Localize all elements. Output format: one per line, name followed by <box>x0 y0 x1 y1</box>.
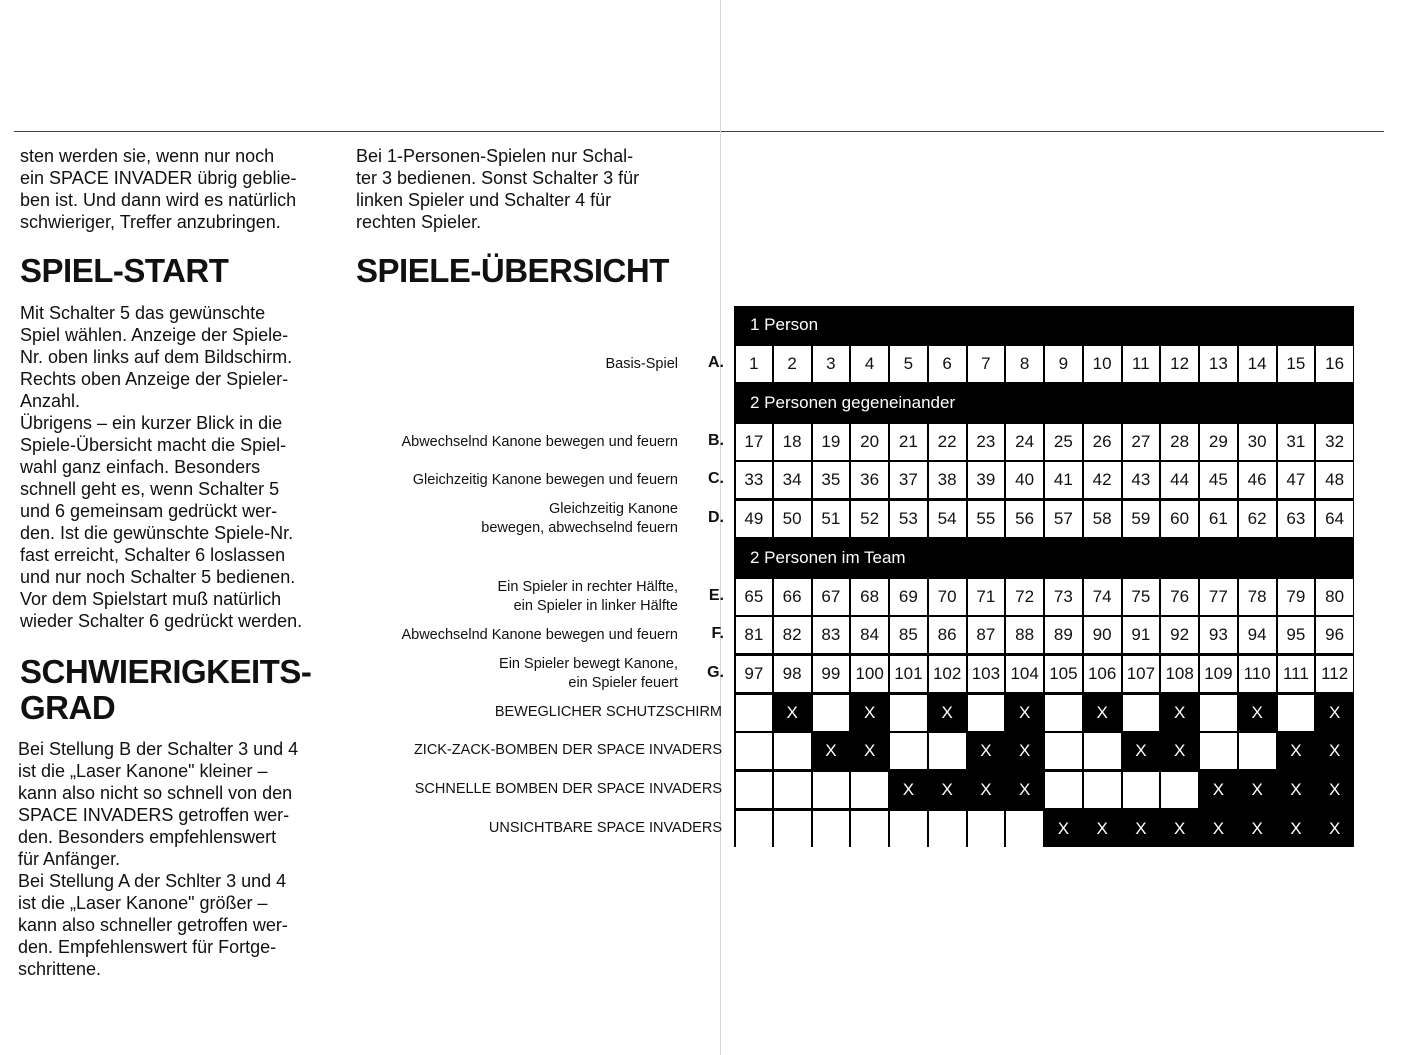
game-number-cell: 9 <box>1045 346 1082 382</box>
game-number-cell: 5 <box>890 346 927 382</box>
game-number-cell: 55 <box>968 501 1005 537</box>
game-number-cell: 85 <box>890 617 927 653</box>
game-number-cell: 49 <box>736 501 772 537</box>
game-number-cell: 83 <box>813 617 850 653</box>
game-number-cell: 10 <box>1084 346 1121 382</box>
game-number-cell: 45 <box>1200 462 1237 498</box>
game-number-cell: 47 <box>1278 462 1315 498</box>
feature-empty-cell <box>851 811 888 847</box>
game-number-cell: 42 <box>1084 462 1121 498</box>
game-number-cell: 59 <box>1123 501 1160 537</box>
feature-mark-cell: X <box>1084 811 1121 847</box>
feature-empty-cell <box>813 811 850 847</box>
game-number-cell: 11 <box>1123 346 1160 382</box>
feature-empty-cell <box>968 811 1005 847</box>
game-number-cell: 40 <box>1006 462 1043 498</box>
row-letter: B. <box>708 432 724 449</box>
feature-mark-cell: X <box>1006 733 1043 769</box>
game-number-cell: 33 <box>736 462 772 498</box>
feature-mark-cell: X <box>968 772 1005 808</box>
feature-empty-cell <box>1278 695 1315 731</box>
feature-empty-cell <box>774 772 811 808</box>
game-number-cell: 26 <box>1084 424 1121 460</box>
row-label-a: Basis-Spiel <box>605 355 678 372</box>
game-number-cell: 99 <box>813 656 850 692</box>
feature-mark-cell: X <box>1239 695 1276 731</box>
game-number-cell: 62 <box>1239 501 1276 537</box>
game-number-cell: 74 <box>1084 579 1121 615</box>
feature-mark-cell: X <box>1161 695 1198 731</box>
game-number-cell: 58 <box>1084 501 1121 537</box>
feature-mark-cell: X <box>1084 695 1121 731</box>
feature-label: SCHNELLE BOMBEN DER SPACE INVADERS <box>414 781 722 797</box>
spiel-start-paragraph: Mit Schalter 5 das gewünschte Spiel wählen. Anzeige der Spiele- Nr. oben links auf dem Bildschirm. Rechts oben Anzeige der Spieler- Anzahl. Übrigens – ein kurzer Blick in die Spiele-Übersicht macht die Spiel- wahl ganz einfach. Besonders schnell geht es, wenn Schalter 5 und 6 gemeinsam gedrückt wer- den. Ist die gewünschte Spiele-Nr. fast erreicht, Schalter 6 loslassen und nur noch Schalter 5 bedienen. Vor dem Spielstart muß natürlich wieder Schalter 6 gedrückt werden. <box>20 303 303 631</box>
game-number-cell: 20 <box>851 424 888 460</box>
game-overview-table <box>734 306 1354 847</box>
feature-mark-cell: X <box>1006 772 1043 808</box>
section-one-person: 1 Person <box>750 315 819 334</box>
feature-empty-cell <box>890 811 927 847</box>
game-number-cell: 108 <box>1161 656 1198 692</box>
game-number-cell: 101 <box>890 656 927 692</box>
feature-empty-cell <box>1006 811 1043 847</box>
game-number-cell: 32 <box>1316 424 1353 460</box>
feature-empty-cell <box>1045 772 1082 808</box>
game-number-cell: 3 <box>813 346 850 382</box>
game-number-cell: 56 <box>1006 501 1043 537</box>
game-number-cell: 19 <box>813 424 850 460</box>
game-number-cell: 104 <box>1006 656 1043 692</box>
game-number-cell: 111 <box>1278 656 1315 692</box>
game-number-cell: 94 <box>1239 617 1276 653</box>
feature-mark-cell: X <box>851 695 888 731</box>
feature-label: BEWEGLICHER SCHUTZSCHIRM <box>494 704 722 720</box>
feature-mark-cell: X <box>968 733 1005 769</box>
game-number-cell: 109 <box>1200 656 1237 692</box>
feature-mark-cell: X <box>1316 811 1353 847</box>
feature-empty-cell <box>736 695 772 731</box>
feature-mark-cell: X <box>1278 772 1315 808</box>
feature-empty-cell <box>1123 695 1160 731</box>
feature-mark-cell: X <box>1316 772 1353 808</box>
game-number-cell: 68 <box>851 579 888 615</box>
feature-mark-cell: X <box>851 733 888 769</box>
game-number-cell: 89 <box>1045 617 1082 653</box>
game-number-cell: 57 <box>1045 501 1082 537</box>
row-letter: D. <box>708 509 724 526</box>
page-fold <box>720 0 721 1055</box>
feature-mark-cell: X <box>774 695 811 731</box>
game-number-cell: 46 <box>1239 462 1276 498</box>
game-number-cell: 41 <box>1045 462 1082 498</box>
game-number-cell: 37 <box>890 462 927 498</box>
game-number-cell: 2 <box>774 346 811 382</box>
game-number-cell: 107 <box>1123 656 1160 692</box>
feature-empty-cell <box>736 811 772 847</box>
game-number-cell: 106 <box>1084 656 1121 692</box>
feature-label: UNSICHTBARE SPACE INVADERS <box>488 820 722 836</box>
game-number-cell: 87 <box>968 617 1005 653</box>
row-letter: G. <box>707 664 724 681</box>
game-number-cell: 78 <box>1239 579 1276 615</box>
game-number-cell: 64 <box>1316 501 1353 537</box>
game-number-cell: 97 <box>736 656 772 692</box>
game-number-cell: 112 <box>1316 656 1353 692</box>
feature-mark-cell: X <box>813 733 850 769</box>
feature-mark-cell: X <box>1200 811 1237 847</box>
feature-empty-cell <box>1161 772 1198 808</box>
game-number-cell: 34 <box>774 462 811 498</box>
feature-empty-cell <box>1239 733 1276 769</box>
schwierigkeitsgrad-paragraph: Bei Stellung B der Schalter 3 und 4 ist die „Laser Kanone" kleiner – kann also nicht so schnell von den SPACE INVADERS getroffen wer- den. Besonders empfehlenswert für Anfänger. Bei Stellung A der Schlter 3 und 4 ist die „Laser Kanone" größer – kann also schneller getroffen wer- den. Empfehlenswert für Fortge- schrittene. <box>18 739 299 979</box>
feature-empty-cell <box>774 811 811 847</box>
game-number-cell: 81 <box>736 617 772 653</box>
game-number-cell: 80 <box>1316 579 1353 615</box>
game-number-cell: 60 <box>1161 501 1198 537</box>
feature-mark-cell: X <box>1161 733 1198 769</box>
game-number-cell: 70 <box>929 579 966 615</box>
section-two-person-team: 2 Personen im Team <box>750 547 906 567</box>
feature-empty-cell <box>851 772 888 808</box>
game-number-cell: 22 <box>929 424 966 460</box>
game-number-cell: 12 <box>1161 346 1198 382</box>
game-number-cell: 16 <box>1316 346 1353 382</box>
game-number-cell: 75 <box>1123 579 1160 615</box>
feature-empty-cell <box>890 695 927 731</box>
game-number-cell: 23 <box>968 424 1005 460</box>
feature-mark-cell: X <box>1316 695 1353 731</box>
game-number-cell: 38 <box>929 462 966 498</box>
row-letter: E. <box>708 587 724 604</box>
feature-empty-cell <box>736 772 772 808</box>
row-label-f: Abwechselnd Kanone bewegen und feuern <box>401 626 678 643</box>
feature-empty-cell <box>1045 695 1082 731</box>
game-number-cell: 43 <box>1123 462 1160 498</box>
feature-empty-cell <box>1200 695 1237 731</box>
row-label-g: Ein Spieler bewegt Kanone, ein Spieler feuert <box>499 656 678 691</box>
feature-empty-cell <box>1084 772 1121 808</box>
game-number-cell: 25 <box>1045 424 1082 460</box>
feature-empty-cell <box>929 733 966 769</box>
feature-mark-cell: X <box>1123 811 1160 847</box>
game-number-cell: 92 <box>1161 617 1198 653</box>
game-number-cell: 69 <box>890 579 927 615</box>
feature-label: ZICK-ZACK-BOMBEN DER SPACE INVADERS <box>413 742 722 758</box>
game-number-cell: 35 <box>813 462 850 498</box>
feature-mark-cell: X <box>1200 772 1237 808</box>
game-number-cell: 66 <box>774 579 811 615</box>
game-number-cell: 103 <box>968 656 1005 692</box>
game-number-cell: 82 <box>774 617 811 653</box>
feature-mark-cell: X <box>1161 811 1198 847</box>
game-number-cell: 4 <box>851 346 888 382</box>
feature-empty-cell <box>929 811 966 847</box>
game-number-cell: 15 <box>1278 346 1315 382</box>
game-number-cell: 54 <box>929 501 966 537</box>
feature-mark-cell: X <box>1278 733 1315 769</box>
game-number-cell: 71 <box>968 579 1005 615</box>
feature-mark-cell: X <box>1006 695 1043 731</box>
game-number-cell: 72 <box>1006 579 1043 615</box>
game-number-cell: 7 <box>968 346 1005 382</box>
game-number-cell: 36 <box>851 462 888 498</box>
row-label-d: Gleichzeitig Kanone bewegen, abwechselnd feuern <box>481 501 678 536</box>
intro-paragraph-left: sten werden sie, wenn nur noch ein SPACE INVADER übrig geblie- ben ist. Und dann wird es natürlich schwieriger, Treffer anzubringen. <box>20 146 297 232</box>
feature-empty-cell <box>890 733 927 769</box>
row-letter: F. <box>711 625 724 642</box>
row-label-b: Abwechselnd Kanone bewegen und feuern <box>401 433 678 450</box>
feature-empty-cell <box>968 695 1005 731</box>
game-number-cell: 29 <box>1200 424 1237 460</box>
game-number-cell: 17 <box>736 424 772 460</box>
game-number-cell: 44 <box>1161 462 1198 498</box>
feature-empty-cell <box>774 733 811 769</box>
intro-paragraph-middle: Bei 1-Personen-Spielen nur Schal- ter 3 bedienen. Sonst Schalter 3 für linken Spieler und Schalter 4 für rechten Spieler. <box>356 146 640 232</box>
schwierigkeitsgrad-heading: SCHWIERIGKEITS- GRAD <box>20 653 312 726</box>
feature-mark-cell: X <box>1239 772 1276 808</box>
game-number-cell: 14 <box>1239 346 1276 382</box>
game-number-cell: 91 <box>1123 617 1160 653</box>
game-number-cell: 61 <box>1200 501 1237 537</box>
game-number-cell: 51 <box>813 501 850 537</box>
section-two-person-versus: 2 Personen gegeneinander <box>750 392 956 412</box>
game-number-cell: 79 <box>1278 579 1315 615</box>
game-number-cell: 18 <box>774 424 811 460</box>
feature-empty-cell <box>1084 733 1121 769</box>
game-number-cell: 86 <box>929 617 966 653</box>
game-number-cell: 63 <box>1278 501 1315 537</box>
game-number-cell: 8 <box>1006 346 1043 382</box>
game-number-cell: 90 <box>1084 617 1121 653</box>
game-number-cell: 95 <box>1278 617 1315 653</box>
row-letter: C. <box>708 470 724 487</box>
game-number-cell: 102 <box>929 656 966 692</box>
game-number-cell: 98 <box>774 656 811 692</box>
game-number-cell: 39 <box>968 462 1005 498</box>
feature-empty-cell <box>813 695 850 731</box>
game-number-cell: 30 <box>1239 424 1276 460</box>
game-number-cell: 110 <box>1239 656 1276 692</box>
game-number-cell: 27 <box>1123 424 1160 460</box>
game-number-cell: 50 <box>774 501 811 537</box>
feature-empty-cell <box>1045 733 1082 769</box>
feature-mark-cell: X <box>890 772 927 808</box>
feature-mark-cell: X <box>1239 811 1276 847</box>
spiel-start-heading: SPIEL-START <box>20 252 229 289</box>
game-number-cell: 100 <box>851 656 888 692</box>
game-number-cell: 88 <box>1006 617 1043 653</box>
game-number-cell: 65 <box>736 579 772 615</box>
game-number-cell: 52 <box>851 501 888 537</box>
row-label-e: Ein Spieler in rechter Hälfte, ein Spieler in linker Hälfte <box>497 579 678 614</box>
game-number-cell: 53 <box>890 501 927 537</box>
top-rule <box>14 131 1384 132</box>
feature-mark-cell: X <box>1316 733 1353 769</box>
game-number-cell: 48 <box>1316 462 1353 498</box>
game-number-cell: 6 <box>929 346 966 382</box>
row-label-c: Gleichzeitig Kanone bewegen und feuern <box>412 471 678 488</box>
game-number-cell: 28 <box>1161 424 1198 460</box>
game-number-cell: 77 <box>1200 579 1237 615</box>
game-number-cell: 21 <box>890 424 927 460</box>
feature-empty-cell <box>1123 772 1160 808</box>
spiele-uebersicht-heading: SPIELE-ÜBERSICHT <box>356 252 669 289</box>
feature-empty-cell <box>813 772 850 808</box>
game-number-cell: 73 <box>1045 579 1082 615</box>
game-number-cell: 76 <box>1161 579 1198 615</box>
game-number-cell: 93 <box>1200 617 1237 653</box>
row-letter: A. <box>708 354 724 371</box>
game-number-cell: 105 <box>1045 656 1082 692</box>
game-number-cell: 84 <box>851 617 888 653</box>
game-number-cell: 24 <box>1006 424 1043 460</box>
game-number-cell: 1 <box>736 346 772 382</box>
game-number-cell: 67 <box>813 579 850 615</box>
feature-mark-cell: X <box>929 695 966 731</box>
feature-mark-cell: X <box>1278 811 1315 847</box>
game-number-cell: 31 <box>1278 424 1315 460</box>
feature-mark-cell: X <box>929 772 966 808</box>
feature-mark-cell: X <box>1123 733 1160 769</box>
game-number-cell: 13 <box>1200 346 1237 382</box>
feature-empty-cell <box>736 733 772 769</box>
feature-mark-cell: X <box>1045 811 1082 847</box>
game-number-cell: 96 <box>1316 617 1353 653</box>
feature-empty-cell <box>1200 733 1237 769</box>
